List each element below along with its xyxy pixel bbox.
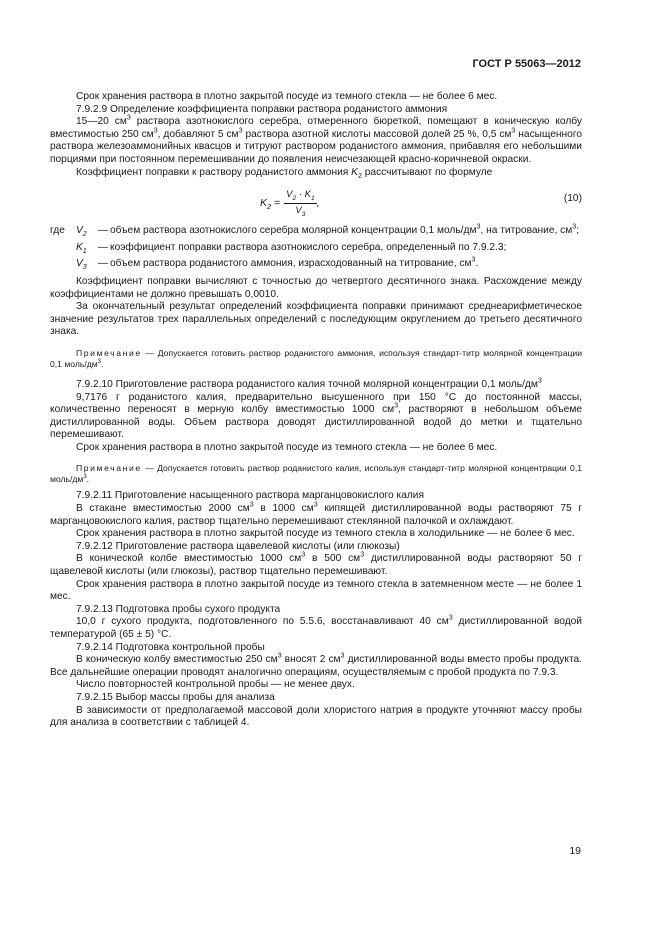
variable-definition: $K_1$ — коэффициент поправки раствора азотнокислого серебра, определенный по 7.9.2.3;: [76, 241, 507, 255]
formula-fraction: $\frac{V_2 \cdot K_1}{V_3}$: [286, 189, 315, 218]
paragraph: В коническую колбу вместимостью 250 $см^3$ вносят 2 $см^3$ дистиллированной воды вместо пробы продукта. Все дальнейшие операции проводят аналогично операциям, осуществляемым с пробой продукта по 7.9.3.: [50, 651, 582, 678]
paragraph: В конической колбе вместимостью 1000 $см^3$ в 500 $см^3$ дистиллированной воды растворяют 50 г щавелевой кислоты (или глюкозы), раствор тщательно перемешивают.: [50, 551, 583, 578]
formula: $K_2$ = $\frac{V_2 \cdot K_1}{V_3}$ ,: [260, 189, 320, 218]
formula-block: [50, 185, 582, 221]
paragraph: Коэффициент поправки вычисляют с точностью до четвертого десятичного знака. Расхождение между коэффициентами не должно превышать 0,0010.: [50, 275, 582, 300]
paragraph: Срок хранения раствора в плотно закрытой посуде из темного стекла в затемненном месте — не более 1 мес.: [50, 578, 582, 603]
equation-number: (10): [563, 193, 582, 205]
note: Примечание — Допускается готовить раствор роданистого аммония, используя стандарт-титр молярной концентрации 0,1 моль/$дм^3$.: [50, 347, 582, 369]
section-heading: 7.9.2.14 Подготовка контрольной пробы: [76, 641, 265, 653]
paragraph: 15—20 $см^3$ раствора азотнокислого серебра, отмеренного бюреткой, помещают в коническую колбу вместимостью 250 $см^3$, добавляют 5 $см^3$ раствора азотной кислоты массовой долей 25 %, 0,5 $см^3$ насыщенного раствора железоаммонийных квасцов и титруют раствором роданистого аммония, прибавляя его небольшими порциями при постоянном перемешивании до появления неисчезающей красно-коричневой окраски.: [50, 113, 583, 165]
paragraph: Коэффициент поправки к раствору роданистого аммония $K_2$ рассчитывают по формуле: [76, 166, 493, 180]
note: Примечание — Допускается готовить раствор роданистого калия, используя стандарт-титр молярной концентрации 0,1 моль/$дм^3$.: [50, 463, 582, 485]
paragraph: 9,7176 г роданистого калия, предварительно высушенного при 150 °C до постоянной массы, количественно переносят в мерную колбу вместимостью 1000 $см^3$, растворяют в небольшом объеме дистиллированной воды. Объем раствора доводят дистиллированной водой до метки и тщательно перемешивают.: [50, 391, 582, 441]
section-heading: 7.9.2.10 Приготовление раствора роданистого калия точной молярной концентрации 0,1 моль/$дм^3$: [76, 376, 542, 390]
paragraph: Срок хранения раствора в плотно закрытой посуде из темного стекла в холодильнике — не более 6 мес.: [76, 528, 575, 540]
paragraph: В зависимости от предполагаемой массовой доли хлористого натрия в продукте уточняют массу пробы для анализа в соответствии с таблицей 4.: [50, 704, 582, 729]
paragraph: Срок хранения раствора в плотно закрытой посуде из темного стекла — не более 6 мес.: [76, 91, 498, 102]
section-heading: 7.9.2.9 Определение коэффициента поправки раствора роданистого аммония: [76, 103, 448, 115]
paragraph: Число повторностей контрольной пробы — не менее двух.: [76, 679, 355, 691]
paragraph: Срок хранения раствора в плотно закрытой посуде из темного стекла — не более 6 мес.: [76, 441, 498, 453]
paragraph: В стакане вместимостью 2000 $см^3$ в 1000 $см^3$ кипящей дистиллированной воды растворяют 75 г марганцовокислого калия, раствор тщательно перемешивают стеклянной палочкой и охлаждают.: [50, 500, 582, 527]
section-heading: 7.9.2.15 Выбор массы пробы для анализа: [76, 691, 275, 703]
paragraph: За окончательный результат определений коэффициента поправки принимают среднеарифметическое значение результатов трех параллельных определений с последующим округлением до третьего десятичного знака.: [50, 301, 582, 338]
variable-definition: где $V_2$ — объем раствора азотнокислого серебра молярной концентрации 0,1 моль/$дм^3$, на титрование, $см^3$;: [50, 222, 580, 239]
document-body: [50, 91, 582, 730]
page-number: 19: [569, 845, 581, 857]
paragraph: 10,0 г сухого продукта, подготовленного по 5.5.6, восстанавливают 40 $см^3$ дистиллированной водой температурой (65 ± 5) °C.: [50, 614, 582, 640]
section-heading: 7.9.2.13 Подготовка пробы сухого продукта: [76, 603, 281, 615]
standard-id: ГОСТ Р 55063—2012: [472, 58, 581, 70]
section-heading: 7.9.2.11 Приготовление насыщенного раствора марганцовокислого калия: [76, 490, 425, 502]
variable-definition: $V_3$ — объем раствора роданистого аммония, израсходованный на титрование, $см^3$.: [76, 255, 479, 272]
section-heading: 7.9.2.12 Приготовление раствора щавелевой кислоты (или глюкозы): [76, 540, 400, 552]
